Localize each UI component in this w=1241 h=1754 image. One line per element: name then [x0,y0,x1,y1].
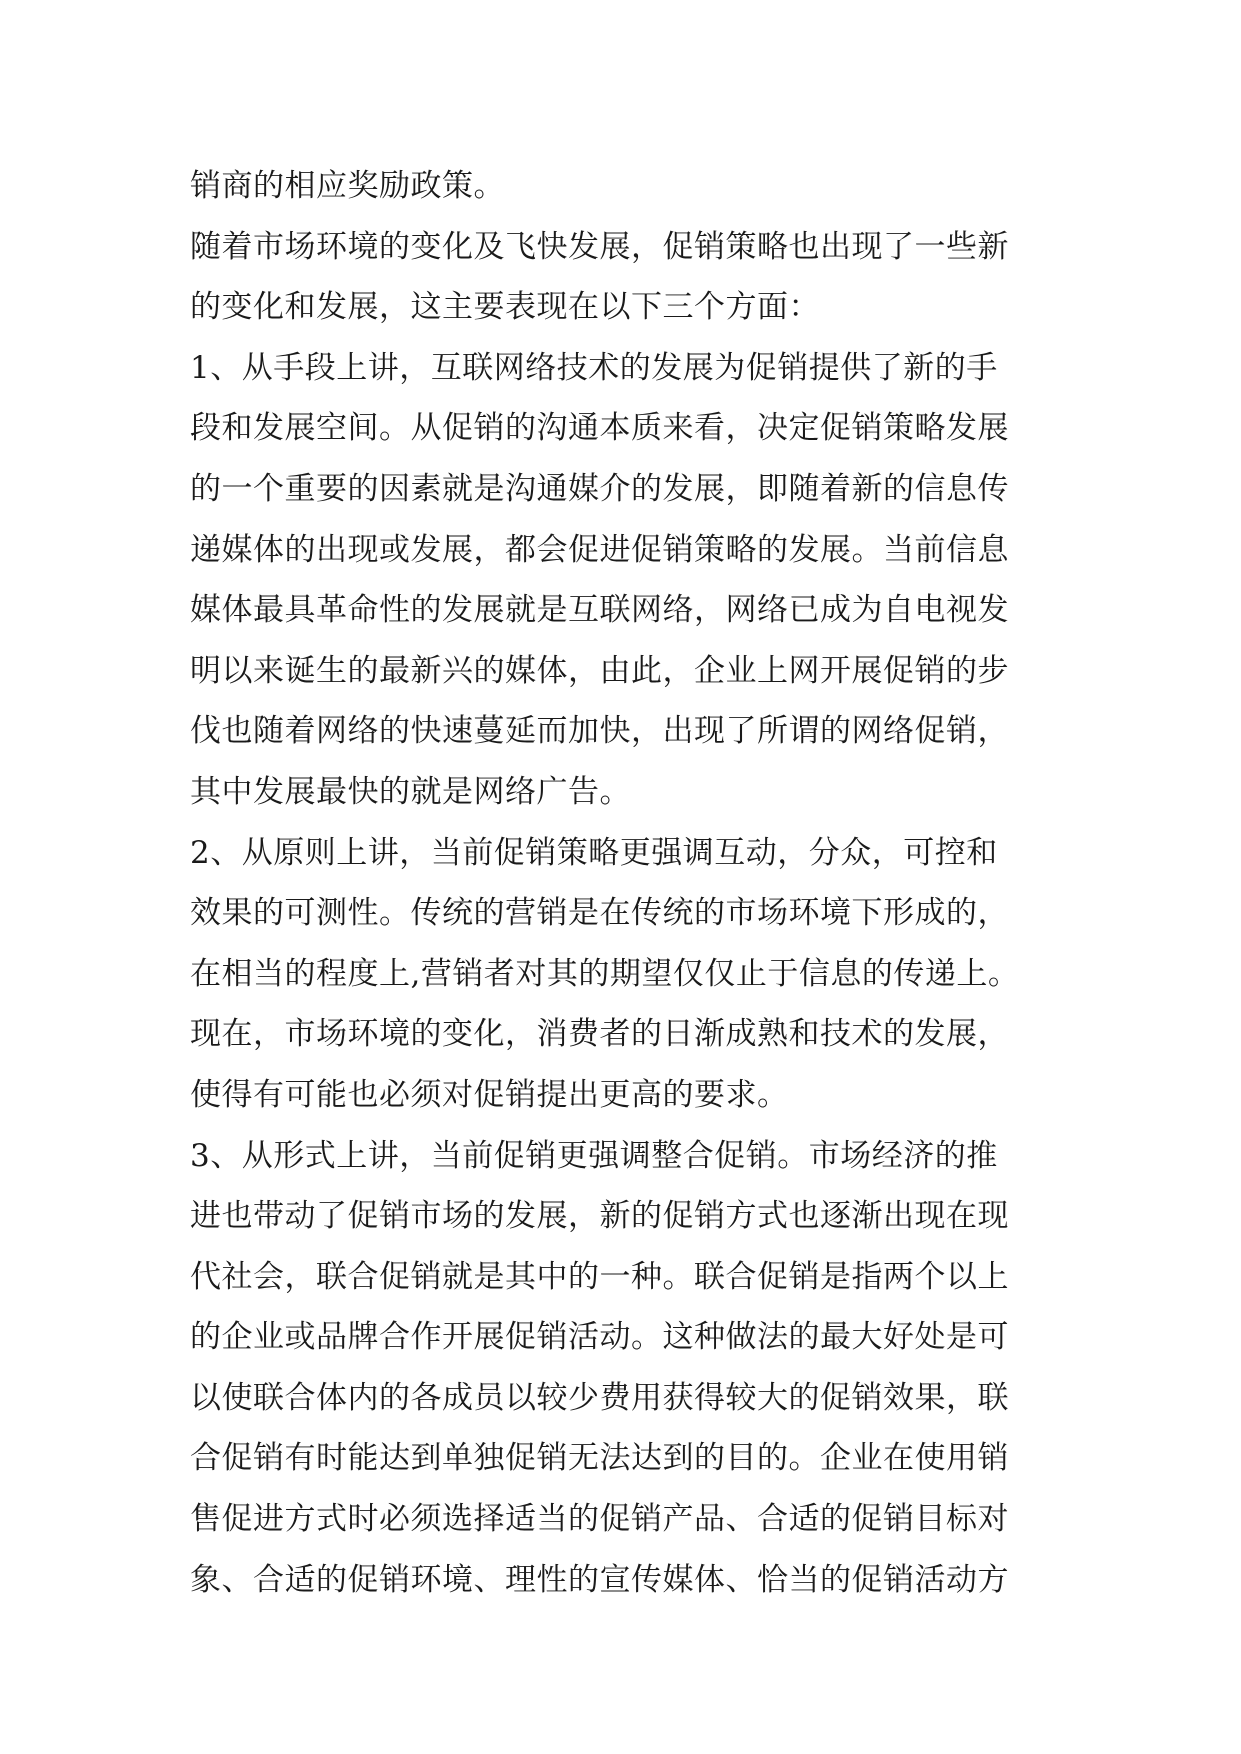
text-line: 销商的相应奖励政策。 [190,168,505,204]
text-line: 的变化和发展，这主要表现在以下三个方面： [190,289,820,326]
text-line: 随着市场环境的变化及飞快发展，促销策略也出现了一些新 [190,228,1009,265]
text-line: 以使联合体内的各成员以较少费用获得较大的促销效果，联 [190,1379,1009,1416]
text-line: 2、从原则上讲，当前促销策略更强调互动，分众，可控和 [190,834,998,871]
document-body [190,156,1070,1610]
text-line: 代社会，联合促销就是其中的一种。联合促销是指两个以上 [190,1258,1009,1295]
text-line: 1、从手段上讲，互联网络技术的发展为促销提供了新的手 [190,349,998,386]
text-line: 3、从形式上讲，当前促销更强调整合促销。市场经济的推 [190,1137,998,1174]
text-line: 递媒体的出现或发展，都会促进促销策略的发展。当前信息 [190,531,1009,568]
text-line: 在相当的程度上,营销者对其的期望仅仅止于信息的传递上。 [190,955,1020,992]
text-line: 效果的可测性。传统的营销是在传统的市场环境下形成的， [190,895,1009,932]
text-line: 伐也随着网络的快速蔓延而加快，出现了所谓的网络促销， [190,713,1009,750]
text-line: 合促销有时能达到单独促销无法达到的目的。企业在使用销 [190,1440,1009,1477]
text-line: 进也带动了促销市场的发展，新的促销方式也逐渐出现在现 [190,1198,1009,1235]
text-line: 使得有可能也必须对促销提出更高的要求。 [190,1076,789,1113]
text-line: 媒体最具革命性的发展就是互联网络，网络已成为自电视发 [190,592,1009,629]
text-line: 现在，市场环境的变化，消费者的日渐成熟和技术的发展， [190,1016,1009,1053]
text-line: 售促进方式时必须选择适当的促销产品、合适的促销目标对 [190,1501,1009,1538]
text-line: 明以来诞生的最新兴的媒体，由此，企业上网开展促销的步 [190,652,1009,689]
text-line: 象、合适的促销环境、理性的宣传媒体、恰当的促销活动方 [190,1561,1009,1598]
text-line: 段和发展空间。从促销的沟通本质来看，决定促销策略发展 [190,410,1009,447]
text-line: 的企业或品牌合作开展促销活动。这种做法的最大好处是可 [190,1319,1009,1356]
text-line: 的一个重要的因素就是沟通媒介的发展，即随着新的信息传 [190,470,1009,507]
text-line: 其中发展最快的就是网络广告。 [190,773,631,810]
